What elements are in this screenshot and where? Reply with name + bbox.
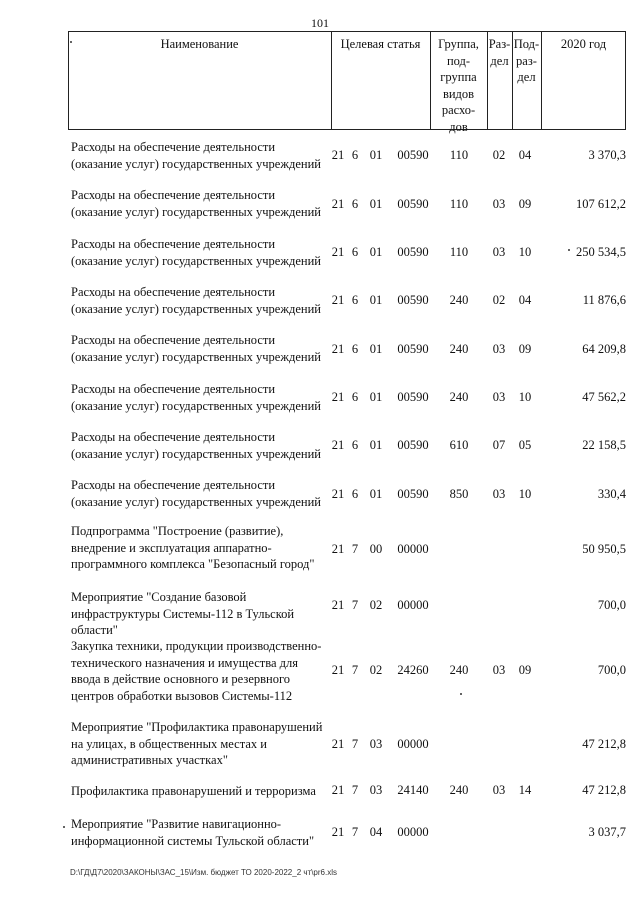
- target-part: 21: [331, 598, 345, 612]
- section-cell: 02: [492, 148, 506, 162]
- target-part: 7: [351, 737, 359, 751]
- amount-cell: 700,0: [597, 598, 626, 612]
- target-part: 00: [369, 542, 383, 556]
- scan-speck: [63, 826, 65, 828]
- header-section: Раз- дел: [488, 37, 511, 68]
- file-path-footer: D:\ГД\Д7\2020\ЗАКОНЫ\ЗАС_15\Изм. бюджет ТО 2020-2022_2 чт\pr6.xls: [70, 868, 337, 877]
- row-name: Расходы на обеспечение деятельности (оказание услуг) государственных учреждений: [71, 237, 321, 268]
- section-cell: 03: [492, 197, 506, 211]
- target-part: 03: [369, 783, 383, 797]
- target-part: 01: [369, 487, 383, 501]
- row-name: Мероприятие "Профилактика правонарушений на улицах, в общественных местах и административных участках": [71, 720, 323, 767]
- target-part: 01: [369, 390, 383, 404]
- target-part: 00000: [397, 598, 429, 612]
- target-part: 03: [369, 737, 383, 751]
- section-cell: 03: [492, 342, 506, 356]
- subsection-cell: 10: [518, 390, 532, 404]
- header-subsection: Под- раз- дел: [513, 37, 540, 84]
- target-part: 7: [351, 663, 359, 677]
- row-name: Подпрограмма "Построение (развитие), внедрение и эксплуатация аппаратно-программного комплекса "Безопасный город": [71, 524, 315, 571]
- target-part: 02: [369, 598, 383, 612]
- target-part: 00000: [397, 825, 429, 839]
- header-group: Группа, под- группа видов расхо- дов: [438, 37, 479, 134]
- target-part: 01: [369, 245, 383, 259]
- row-name: Расходы на обеспечение деятельности (оказание услуг) государственных учреждений: [71, 382, 321, 413]
- target-part: 21: [331, 487, 345, 501]
- amount-cell: 3 370,3: [588, 148, 626, 162]
- group-cell: 240: [449, 783, 469, 797]
- amount-cell: 700,0: [597, 663, 626, 677]
- target-part: 6: [351, 148, 359, 162]
- target-part: 00590: [397, 487, 429, 501]
- row-name: Расходы на обеспечение деятельности (оказание услуг) государственных учреждений: [71, 478, 321, 509]
- section-cell: 03: [492, 390, 506, 404]
- target-part: 6: [351, 342, 359, 356]
- target-part: 21: [331, 542, 345, 556]
- group-cell: 110: [449, 148, 469, 162]
- scan-speck: [568, 249, 570, 251]
- group-cell: 240: [449, 663, 469, 677]
- row-name: Мероприятие "Создание базовой инфраструктуры Системы-112 в Тульской области": [71, 590, 295, 637]
- row-name: Закупка техники, продукции производственно-технического назначения и имущества для ввода в действие основного и резервного центров обработки вызовов Системы-112: [71, 639, 322, 703]
- section-cell: 03: [492, 783, 506, 797]
- target-part: 00590: [397, 197, 429, 211]
- row-name: Расходы на обеспечение деятельности (оказание услуг) государственных учреждений: [71, 430, 321, 461]
- target-part: 01: [369, 342, 383, 356]
- target-part: 00590: [397, 390, 429, 404]
- row-name: Расходы на обеспечение деятельности (оказание услуг) государственных учреждений: [71, 285, 321, 316]
- target-part: 01: [369, 197, 383, 211]
- group-cell: 110: [449, 197, 469, 211]
- subsection-cell: 10: [518, 245, 532, 259]
- target-part: 00590: [397, 342, 429, 356]
- subsection-cell: 05: [518, 438, 532, 452]
- target-part: 04: [369, 825, 383, 839]
- page-number: 101: [311, 16, 329, 30]
- target-part: 00590: [397, 438, 429, 452]
- group-cell: 850: [449, 487, 469, 501]
- target-part: 01: [369, 148, 383, 162]
- target-part: 7: [351, 783, 359, 797]
- header-target: Целевая статья: [340, 37, 421, 51]
- target-part: 21: [331, 390, 345, 404]
- target-part: 7: [351, 542, 359, 556]
- section-cell: 03: [492, 663, 506, 677]
- target-part: 21: [331, 438, 345, 452]
- subsection-cell: 09: [518, 342, 532, 356]
- amount-cell: 47 562,2: [582, 390, 626, 404]
- row-name: Профилактика правонарушений и терроризма: [71, 784, 316, 798]
- amount-cell: 3 037,7: [588, 825, 626, 839]
- target-part: 21: [331, 148, 345, 162]
- header-name: Наименование: [160, 37, 239, 51]
- target-part: 24260: [397, 663, 429, 677]
- target-part: 02: [369, 663, 383, 677]
- target-part: 00590: [397, 148, 429, 162]
- subsection-cell: 10: [518, 487, 532, 501]
- header-year: 2020 год: [560, 37, 607, 51]
- row-name: Расходы на обеспечение деятельности (оказание услуг) государственных учреждений: [71, 140, 321, 171]
- group-cell: 240: [449, 342, 469, 356]
- section-cell: 03: [492, 487, 506, 501]
- target-part: 21: [331, 825, 345, 839]
- group-cell: 240: [449, 390, 469, 404]
- target-part: 00590: [397, 293, 429, 307]
- amount-cell: 50 950,5: [582, 542, 626, 556]
- amount-cell: 22 158,5: [582, 438, 626, 452]
- scan-speck: [70, 41, 72, 43]
- scan-speck: [460, 693, 462, 695]
- amount-cell: 47 212,8: [582, 783, 626, 797]
- target-part: 6: [351, 487, 359, 501]
- target-part: 21: [331, 293, 345, 307]
- amount-cell: 64 209,8: [582, 342, 626, 356]
- amount-cell: 11 876,6: [582, 293, 626, 307]
- target-part: 6: [351, 245, 359, 259]
- amount-cell: 47 212,8: [582, 737, 626, 751]
- section-cell: 03: [492, 245, 506, 259]
- target-part: 7: [351, 825, 359, 839]
- target-part: 21: [331, 783, 345, 797]
- group-cell: 610: [449, 438, 469, 452]
- section-cell: 07: [492, 438, 506, 452]
- target-part: 21: [331, 737, 345, 751]
- subsection-cell: 09: [518, 663, 532, 677]
- target-part: 00000: [397, 737, 429, 751]
- section-cell: 02: [492, 293, 506, 307]
- target-part: 00000: [397, 542, 429, 556]
- target-part: 00590: [397, 245, 429, 259]
- target-part: 24140: [397, 783, 429, 797]
- group-cell: 240: [449, 293, 469, 307]
- target-part: 6: [351, 197, 359, 211]
- target-part: 6: [351, 293, 359, 307]
- target-part: 01: [369, 438, 383, 452]
- subsection-cell: 14: [518, 783, 532, 797]
- subsection-cell: 04: [518, 293, 532, 307]
- target-part: 21: [331, 245, 345, 259]
- group-cell: 110: [449, 245, 469, 259]
- target-part: 6: [351, 438, 359, 452]
- target-part: 21: [331, 197, 345, 211]
- amount-cell: 250 534,5: [576, 245, 626, 259]
- row-name: Расходы на обеспечение деятельности (оказание услуг) государственных учреждений: [71, 333, 321, 364]
- target-part: 01: [369, 293, 383, 307]
- amount-cell: 330,4: [597, 487, 626, 501]
- row-name: Мероприятие "Развитие навигационно-информационной системы Тульской области": [71, 817, 315, 848]
- target-part: 6: [351, 390, 359, 404]
- subsection-cell: 09: [518, 197, 532, 211]
- target-part: 21: [331, 663, 345, 677]
- target-part: 21: [331, 342, 345, 356]
- amount-cell: 107 612,2: [576, 197, 626, 211]
- row-name: Расходы на обеспечение деятельности (оказание услуг) государственных учреждений: [71, 188, 321, 219]
- target-part: 7: [351, 598, 359, 612]
- subsection-cell: 04: [518, 148, 532, 162]
